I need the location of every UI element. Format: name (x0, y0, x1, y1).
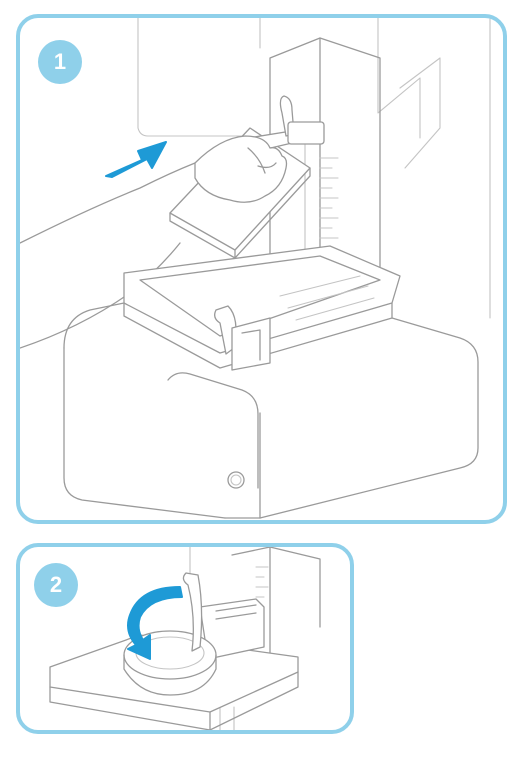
resin-tank (124, 246, 400, 370)
step-2-panel (16, 543, 354, 734)
arrow-right-icon (106, 142, 166, 177)
step-number-badge: 2 (34, 563, 78, 607)
printer-illustration-step-1 (20, 18, 503, 520)
step-number-badge: 1 (38, 40, 82, 84)
step-1-panel (16, 14, 507, 524)
